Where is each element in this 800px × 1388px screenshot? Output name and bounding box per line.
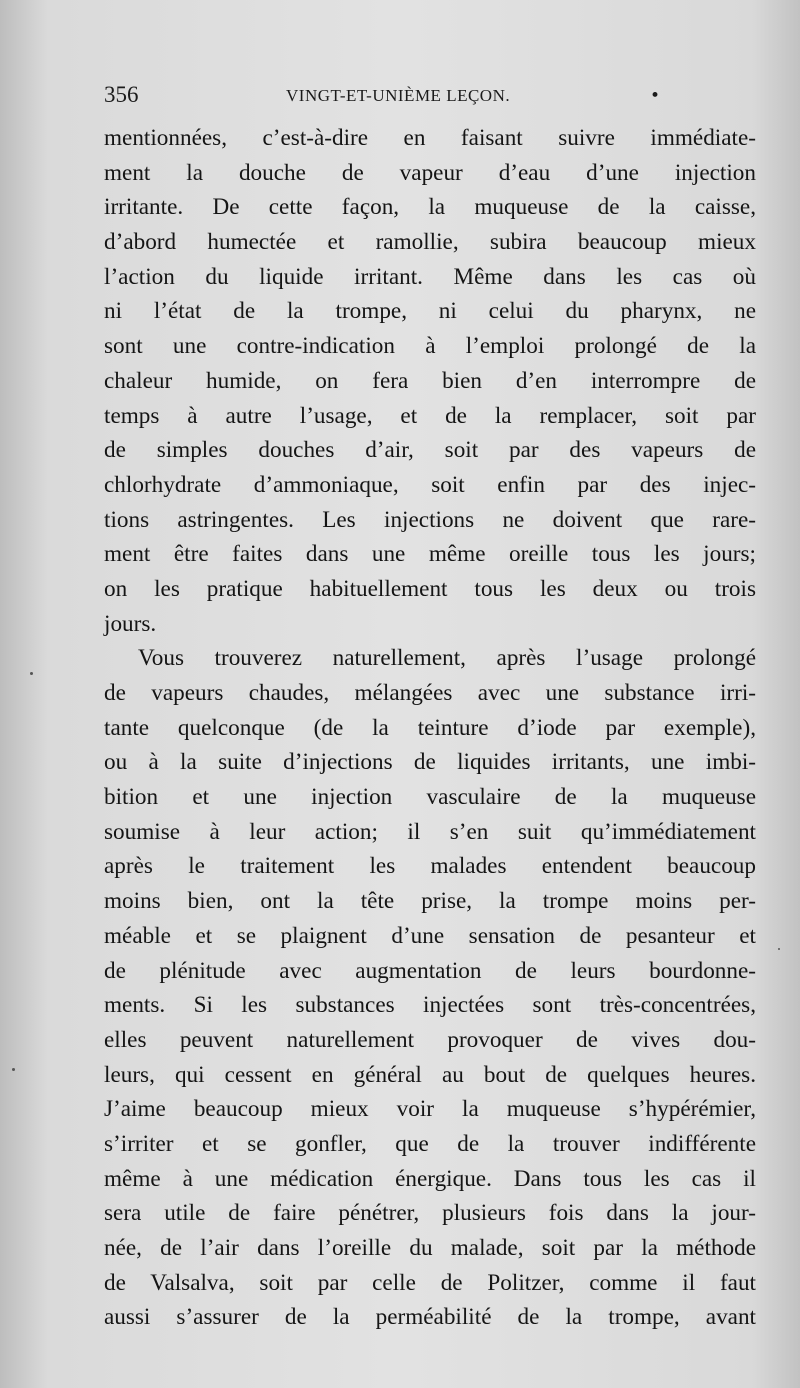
text-line: soumise à leur action; il s’en suit qu’immédiatement bbox=[104, 818, 756, 845]
text-line: ment la douche de vapeur d’eau d’une injection bbox=[104, 159, 756, 186]
text-line: née, de l’air dans l’oreille du malade, soit par la méthode bbox=[104, 1235, 756, 1261]
text-line: méable et se plaignent d’une sensation de pesanteur et bbox=[104, 922, 756, 949]
text-line: moins bien, ont la tête prise, la trompe moins per- bbox=[104, 888, 756, 915]
text-line: s’irriter et se gonfler, que de la trouver indifférente bbox=[104, 1130, 756, 1157]
text-line: J’aime beaucoup mieux voir la muqueuse s’hypérémier, bbox=[104, 1096, 756, 1123]
text-line: ou à la suite d’injections de liquides irritants, une imbi- bbox=[104, 749, 756, 776]
text-line: sera utile de faire pénétrer, plusieurs fois dans la jour- bbox=[104, 1200, 756, 1227]
text-line: ments. Si les substances injectées sont très-concentrées, bbox=[104, 992, 756, 1019]
text-line: mentionnées, c’est-à-dire en faisant suivre immédiate- bbox=[104, 125, 756, 151]
text-line: leurs, qui cessent en général au bout de quelques heures. bbox=[104, 1061, 756, 1088]
text-line: de plénitude avec augmentation de leurs bourdonne- bbox=[104, 957, 756, 984]
text-line: tante quelconque (de la teinture d’iode par exemple), bbox=[104, 714, 756, 741]
text-line: jours. bbox=[104, 610, 157, 637]
margin-speck bbox=[778, 948, 780, 950]
text-line: d’abord humectée et ramollie, subira beaucoup mieux bbox=[104, 229, 756, 256]
text-line: après le traitement les malades entendent beaucoup bbox=[104, 853, 756, 880]
text-line: on les pratique habituellement tous les deux ou trois bbox=[104, 575, 756, 602]
text-line: ment être faites dans une même oreille tous les jours; bbox=[104, 541, 756, 568]
text-line: même à une médication énergique. Dans tous les cas il bbox=[104, 1165, 756, 1192]
margin-speck bbox=[30, 672, 33, 675]
running-head: VINGT-ET-UNIÈME LEÇON. bbox=[286, 86, 511, 105]
margin-speck bbox=[12, 1068, 15, 1071]
text-line: bition et une injection vasculaire de la muqueuse bbox=[104, 784, 756, 811]
text-line: de Valsalva, soit par celle de Politzer, comme il faut bbox=[104, 1269, 756, 1296]
text-line: irritante. De cette façon, la muqueuse de la caisse, bbox=[104, 194, 756, 221]
page-number: 356 bbox=[104, 82, 139, 107]
text-line: Vous trouverez naturellement, après l’usage prolongé bbox=[138, 645, 756, 672]
text-line: aussi s’assurer de la perméabilité de la trompe, avant bbox=[104, 1304, 756, 1331]
header-ornament: • bbox=[650, 86, 661, 106]
text-line: chlorhydrate d’ammoniaque, soit enfin par des injec- bbox=[104, 471, 756, 498]
text-line: sont une contre-indication à l’emploi prolongé de la bbox=[104, 333, 756, 360]
text-line: ni l’état de la trompe, ni celui du pharynx, ne bbox=[104, 298, 756, 325]
text-line: chaleur humide, on fera bien d’en interrompre de bbox=[104, 367, 756, 394]
page-header bbox=[104, 80, 744, 114]
text-line: temps à autre l’usage, et de la remplacer, soit par bbox=[104, 402, 756, 429]
text-line: de vapeurs chaudes, mélangées avec une substance irri- bbox=[104, 680, 756, 706]
body-text bbox=[104, 121, 756, 1335]
text-line: l’action du liquide irritant. Même dans les cas où bbox=[104, 263, 756, 290]
text-line: de simples douches d’air, soit par des vapeurs de bbox=[104, 437, 756, 464]
text-line: tions astringentes. Les injections ne doivent que rare- bbox=[104, 506, 756, 533]
text-line: elles peuvent naturellement provoquer de vives dou- bbox=[104, 1026, 756, 1053]
